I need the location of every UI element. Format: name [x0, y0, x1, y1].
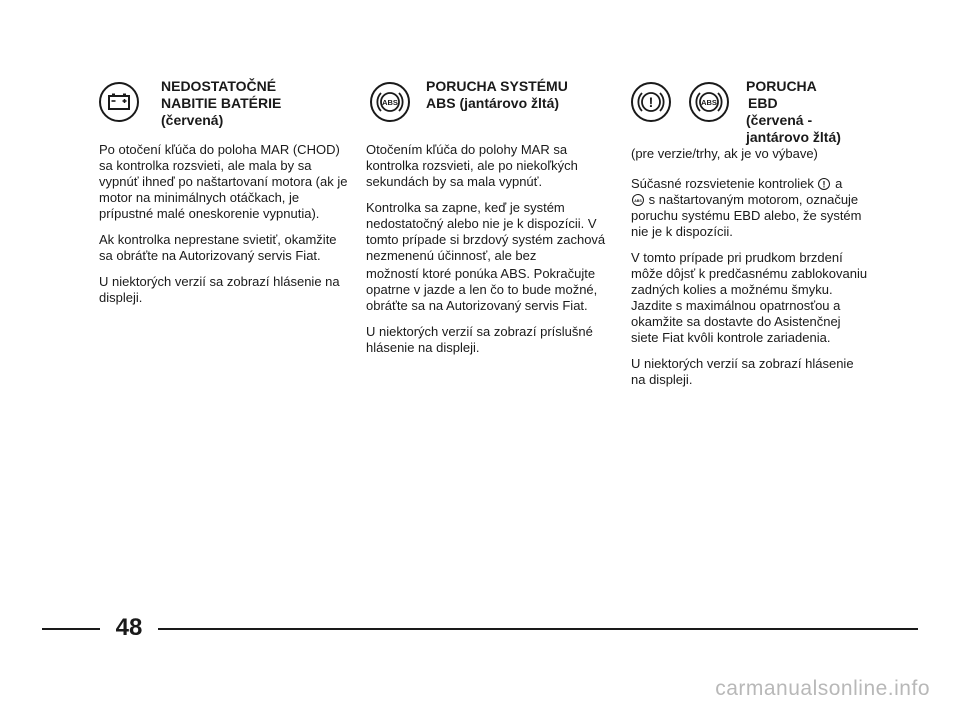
paragraph: Kontrolka sa zapne, keď je systém nedostatočný alebo nie je k dispozícii. V tomto prípade si brzdový systém zachová nezmenenú účinnosť, ale bez — [366, 200, 606, 263]
paragraph: Otočením kľúča do polohy MAR sa kontrolka rozsvieti, ale po niekoľkých sekundách by sa mala vypnúť. — [366, 142, 578, 189]
watermark: carmanualsonline.info — [715, 677, 930, 700]
footer-rule-left — [42, 628, 100, 630]
abs-icon — [632, 194, 644, 206]
paragraph: U niektorých verzií sa zobrazí hlásenie na displeji. — [99, 274, 340, 305]
svg-text:ABS: ABS — [634, 198, 642, 203]
paragraph: Súčasné rozsvietenie kontroliek ! a ABS s naštartovaným motorom, označuje poruchu systému EBD alebo, že systém nie je k dispozícii. — [631, 176, 862, 239]
svg-text:!: ! — [822, 179, 826, 189]
subtitle: (pre verzie/trhy, ak je vo výbave) — [631, 146, 818, 161]
abs-section-header — [366, 78, 606, 142]
paragraph: možností ktoré ponúka ABS. Pokračujte opatrne v jazde a len čo to bude možné, obráťte sa na Autorizovaný servis Fiat. — [366, 266, 598, 313]
ebd-section — [631, 78, 871, 398]
battery-section — [99, 78, 349, 316]
paragraph: U niektorých verzií sa zobrazí hlásenie na displeji. — [631, 356, 854, 387]
abs-icon — [370, 82, 410, 122]
battery-section-header — [99, 78, 349, 142]
abs-section-body — [366, 142, 606, 356]
battery-section-body — [99, 142, 349, 306]
page-number: 48 — [115, 614, 143, 641]
battery-icon — [99, 82, 139, 122]
footer-rule-right — [158, 628, 918, 630]
paragraph: Ak kontrolka neprestane svietiť, okamžite sa obráťte na Autorizovaný servis Fiat. — [99, 232, 337, 263]
paragraph: Po otočení kľúča do poloha MAR (CHOD) sa kontrolka rozsvieti, ale mala by sa vypnúť ihneď po naštartovaní motora (ak je motor na minimálnych otáčkach, je prípustné malé oneskorenie vypnutia). — [99, 142, 348, 221]
abs-section-title: PORUCHA SYSTÉMU ABS (jantárovo žltá) — [426, 78, 568, 111]
abs-icon — [689, 82, 729, 122]
ebd-section-title: PORUCHA EBD (červená - jantárovo žltá) — [746, 78, 841, 145]
brake-warning-icon — [818, 178, 830, 190]
ebd-section-header — [631, 78, 871, 146]
svg-text:!: ! — [648, 94, 654, 110]
svg-text:ABS: ABS — [701, 98, 717, 107]
paragraph: V tomto prípade pri prudkom brzdení môže dôjsť k predčasnému zablokovaniu zadných kolies a možnému šmyku. Jazdite s maximálnou opatrnosťou a okamžite sa dostavte do Asistenčnej siete Fiat kvôli kontrole zariadenia. — [631, 250, 868, 345]
svg-text:ABS: ABS — [382, 98, 398, 107]
brake-warning-icon — [631, 82, 671, 122]
abs-section — [366, 78, 606, 366]
battery-section-title: NEDOSTATOČNÉ NABITIE BATÉRIE (červená) — [161, 78, 282, 128]
ebd-section-body — [631, 146, 871, 388]
paragraph: U niektorých verzií sa zobrazí príslušné hlásenie na displeji. — [366, 324, 593, 355]
